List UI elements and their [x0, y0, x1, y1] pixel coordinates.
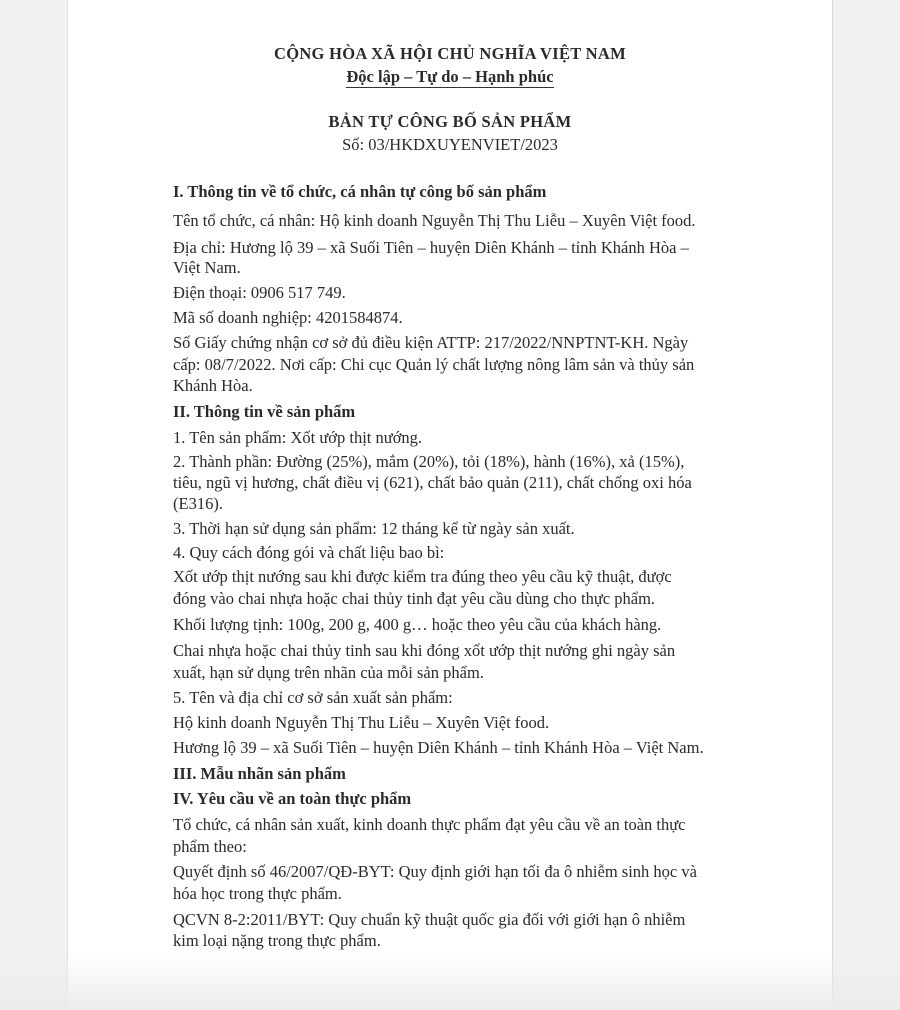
ingredients-line-1: 2. Thành phần: Đường (25%), mắm (20%), tỏi (18%), hành (16%), xả (15%),	[173, 452, 685, 471]
ingredients-line-2: tiêu, ngũ vị hương, chất điều vị (621), chất bảo quản (211), chất chống oxi hóa	[173, 473, 692, 492]
shelf-life: 3. Thời hạn sử dụng sản phẩm: 12 tháng kể từ ngày sản xuất.	[173, 519, 575, 538]
section-3-heading: III. Mẫu nhãn sản phẩm	[173, 764, 346, 783]
safety-p2-line-1: Quyết định số 46/2007/QĐ-BYT: Quy định giới hạn tối đa ô nhiễm sinh học và	[173, 862, 697, 881]
producer-address: Hương lộ 39 – xã Suối Tiên – huyện Diên Khánh – tỉnh Khánh Hòa – Việt Nam.	[173, 738, 704, 757]
packaging-p1-line-2: đóng vào chai nhựa hoặc chai thủy tinh đạt yêu cầu dùng cho thực phẩm.	[173, 589, 656, 608]
safety-p3-line-1: QCVN 8-2:2011/BYT: Quy chuẩn kỹ thuật quốc gia đối với giới hạn ô nhiễm	[173, 910, 686, 929]
motto-text: Độc lập – Tự do – Hạnh phúc	[346, 67, 554, 86]
ingredients-line-3: (E316).	[173, 494, 223, 513]
document-title: BẢN TỰ CÔNG BỐ SẢN PHẨM	[328, 112, 572, 131]
phone: Điện thoại: 0906 517 749.	[173, 283, 346, 302]
producer-name: Hộ kinh doanh Nguyễn Thị Thu Liễu – Xuyên Việt food.	[173, 713, 550, 732]
address-line-2: Việt Nam.	[173, 258, 241, 277]
section-4-heading: IV. Yêu cầu về an toàn thực phẩm	[173, 789, 412, 808]
motto	[68, 67, 832, 87]
nation-header: CỘNG HÒA XÃ HỘI CHỦ NGHĨA VIỆT NAM	[273, 44, 626, 63]
net-weight: Khối lượng tịnh: 100g, 200 g, 400 g… hoặc theo yêu cầu của khách hàng.	[173, 615, 662, 634]
section-1-heading: I. Thông tin về tổ chức, cá nhân tự công bố sản phẩm	[173, 182, 547, 201]
cert-line-2: cấp: 08/7/2022. Nơi cấp: Chi cục Quản lý chất lượng nông lâm sản và thủy sản	[173, 355, 695, 374]
safety-p1-line-2: phẩm theo:	[173, 837, 247, 856]
document-number: Số: 03/HKDXUYENVIET/2023	[342, 135, 558, 154]
safety-p2-line-2: hóa học trong thực phẩm.	[173, 884, 342, 903]
producer-heading: 5. Tên và địa chỉ cơ sở sản xuất sản phẩm:	[173, 688, 453, 707]
safety-p3-line-2: kim loại nặng trong thực phẩm.	[173, 931, 381, 950]
section-2-heading: II. Thông tin về sản phẩm	[173, 402, 356, 421]
cert-line-3: Khánh Hòa.	[173, 376, 253, 395]
packaging-p3-line-2: xuất, hạn sử dụng trên nhãn của mỗi sản phẩm.	[173, 663, 484, 682]
product-name: 1. Tên sản phẩm: Xốt ướp thịt nướng.	[173, 428, 423, 447]
page-bottom-shadow	[0, 955, 900, 1010]
packaging-p3-line-1: Chai nhựa hoặc chai thủy tinh sau khi đóng xốt ướp thịt nướng ghi ngày sản	[173, 641, 676, 660]
packaging-heading: 4. Quy cách đóng gói và chất liệu bao bì:	[173, 543, 445, 562]
address-line-1: Địa chỉ: Hương lộ 39 – xã Suối Tiên – huyện Diên Khánh – tỉnh Khánh Hòa –	[173, 238, 689, 257]
cert-line-1: Số Giấy chứng nhận cơ sở đủ điều kiện ATTP: 217/2022/NNPTNT-KH. Ngày	[173, 333, 689, 352]
org-name: Tên tổ chức, cá nhân: Hộ kinh doanh Nguyễn Thị Thu Liễu – Xuyên Việt food.	[173, 211, 696, 230]
safety-p1-line-1: Tổ chức, cá nhân sản xuất, kinh doanh thực phẩm đạt yêu cầu về an toàn thực	[173, 815, 686, 834]
packaging-p1-line-1: Xốt ướp thịt nướng sau khi được kiểm tra đúng theo yêu cầu kỹ thuật, được	[173, 567, 672, 586]
tax-id: Mã số doanh nghiệp: 4201584874.	[173, 308, 403, 327]
